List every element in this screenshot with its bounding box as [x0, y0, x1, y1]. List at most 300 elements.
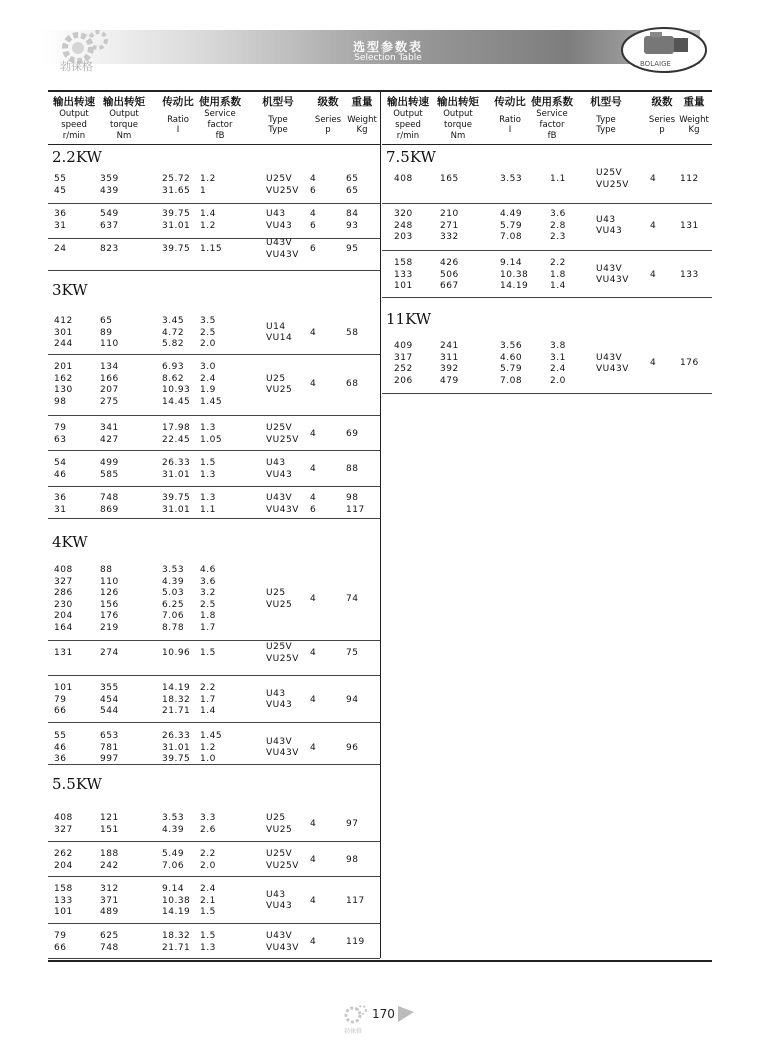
cell-value: 158 — [394, 258, 413, 268]
table-row — [48, 623, 380, 634]
cell-value: 1.9 — [200, 385, 216, 396]
cell-value: 1.4 — [200, 706, 216, 717]
table-row — [382, 232, 712, 243]
header-en: Output torque — [109, 109, 139, 130]
series-value: 4 — [650, 220, 657, 231]
type-value: VU25V — [266, 434, 299, 445]
cell-value: 341 — [100, 423, 119, 433]
group-separator — [382, 297, 712, 298]
cell-value: 79 — [54, 694, 67, 705]
cell-value: 4.49 — [500, 209, 523, 219]
cell-value: 625 — [100, 931, 119, 941]
cell-value: 748 — [100, 942, 119, 953]
type-value: VU25V — [266, 860, 299, 871]
header-cn: 输出转速 — [387, 96, 429, 108]
header-rule-left — [48, 144, 380, 145]
page-arrow-icon — [398, 1006, 414, 1022]
group-separator — [48, 640, 380, 641]
power-heading: 11KW — [386, 310, 432, 328]
cell-value: 79 — [54, 931, 67, 941]
table-row — [48, 683, 380, 694]
cell-value: 31 — [54, 220, 67, 231]
cell-value: 1.05 — [200, 434, 223, 445]
group-separator — [48, 923, 380, 924]
cell-value: 121 — [100, 813, 119, 823]
type-value: U43V — [266, 493, 293, 503]
cell-value: 162 — [54, 373, 73, 384]
header-cn: 输出转矩 — [437, 96, 479, 108]
cell-value: 165 — [440, 174, 459, 184]
cell-value: 2.5 — [200, 599, 216, 610]
table-row — [382, 258, 712, 269]
cell-value: 55 — [54, 174, 67, 184]
table-row — [48, 861, 380, 872]
cell-value: 2.5 — [200, 327, 216, 338]
header-cn: 重量 — [683, 96, 705, 108]
type-value: VU25V — [596, 179, 629, 190]
cell-value: 14.45 — [162, 396, 191, 407]
cell-value: 1.3 — [200, 423, 216, 433]
cell-value: 65 — [100, 316, 113, 326]
cell-value: 869 — [100, 504, 119, 515]
cell-value: 1.5 — [200, 648, 216, 658]
page-title: 选型参数表 — [352, 40, 423, 54]
cell-value: 4.39 — [162, 824, 185, 835]
type-value: U43 — [266, 458, 286, 468]
cell-value: 3.6 — [200, 576, 216, 587]
header-unit: Kg — [356, 125, 368, 135]
cell-value: 22.45 — [162, 434, 191, 445]
type-value: VU43V — [266, 504, 299, 515]
cell-value: 204 — [54, 611, 73, 622]
cell-value: 312 — [100, 884, 119, 894]
table-row — [48, 221, 380, 232]
cell-value: 79 — [54, 423, 67, 433]
type-value: VU25V — [266, 185, 299, 196]
group-separator — [48, 203, 380, 204]
cell-value: 18.32 — [162, 694, 191, 705]
cell-value: 2.2 — [200, 849, 216, 859]
series-value: 4 — [310, 818, 317, 829]
table-row — [48, 731, 380, 742]
cell-value: 549 — [100, 209, 119, 219]
page-subtitle: Selection Table — [354, 53, 422, 63]
table-row — [48, 813, 380, 824]
type-value: U25V — [266, 174, 293, 184]
power-heading: 2.2KW — [52, 148, 102, 166]
cell-value: 54 — [54, 458, 67, 468]
power-heading: 5.5KW — [52, 775, 102, 793]
cell-value: 7.06 — [162, 611, 185, 622]
table-row — [382, 174, 712, 185]
group-separator — [382, 203, 712, 204]
header-cn: 输出转速 — [53, 96, 95, 108]
header-rule-right — [382, 144, 712, 145]
cell-value: 2.2 — [550, 258, 566, 268]
cell-value: 7.08 — [500, 375, 523, 386]
group-separator — [48, 764, 380, 765]
cell-value: 110 — [100, 339, 119, 350]
header-en: Weight — [679, 115, 709, 125]
cell-value: 14.19 — [162, 907, 191, 918]
group-separator — [48, 238, 380, 239]
cell-value: 31.01 — [162, 469, 191, 480]
cell-value: 88 — [100, 565, 113, 575]
cell-value: 667 — [440, 281, 459, 292]
cell-value: 166 — [100, 373, 119, 384]
series-value: 4 — [310, 895, 317, 906]
cell-value: 1.1 — [200, 504, 216, 515]
cell-value: 408 — [54, 565, 73, 575]
type-value: U43 — [266, 209, 286, 219]
cell-value: 10.38 — [162, 895, 191, 906]
header-cell — [48, 95, 100, 142]
header-en: Service factor — [204, 109, 236, 130]
cell-value: 4.39 — [162, 576, 185, 587]
table-row — [48, 435, 380, 446]
brand-name-right: BOLAIGE — [640, 60, 671, 68]
series-value: 4 — [310, 428, 317, 439]
cell-value: 31.01 — [162, 742, 191, 753]
cell-value: 31.01 — [162, 504, 191, 515]
type-value: VU25 — [266, 385, 293, 396]
cell-value: 5.79 — [500, 220, 523, 231]
type-value: VU43V — [266, 249, 299, 260]
header-cn: 重量 — [351, 96, 373, 108]
table-row — [382, 353, 712, 364]
cell-value: 311 — [440, 352, 459, 363]
header-en: Series — [314, 115, 342, 125]
cell-value: 3.1 — [550, 352, 566, 363]
cell-value: 506 — [440, 269, 459, 280]
cell-value: 176 — [100, 611, 119, 622]
header-unit: Nm — [116, 131, 132, 141]
table-row — [48, 896, 380, 907]
table-row — [382, 376, 712, 387]
weight-value: 65 — [346, 174, 359, 184]
cell-value: 55 — [54, 731, 67, 741]
table-row — [48, 186, 380, 197]
cell-value: 275 — [100, 396, 119, 407]
cell-value: 426 — [440, 258, 459, 268]
type-value: U25V — [596, 168, 623, 179]
table-row — [48, 825, 380, 836]
cell-value: 427 — [100, 434, 119, 445]
cell-value: 156 — [100, 599, 119, 610]
cell-value: 66 — [54, 942, 67, 953]
cell-value: 3.45 — [162, 316, 185, 326]
cell-value: 21.71 — [162, 942, 191, 953]
cell-value: 748 — [100, 493, 119, 503]
type-value: U43V — [596, 352, 623, 363]
cell-value: 1.4 — [200, 209, 216, 219]
group-separator — [48, 354, 380, 355]
cell-value: 1.7 — [200, 694, 216, 705]
series-value: 4 — [310, 694, 317, 705]
type-value: VU43V — [596, 364, 629, 375]
table-row — [48, 931, 380, 942]
footer-gear-icon — [342, 1002, 368, 1028]
cell-value: 439 — [100, 185, 119, 196]
table-row — [382, 209, 712, 220]
cell-value: 131 — [54, 648, 73, 658]
cell-value: 408 — [54, 813, 73, 823]
header-en: Type — [596, 115, 616, 125]
table-row — [48, 174, 380, 185]
cell-value: 1.1 — [550, 174, 566, 184]
cell-value: 98 — [54, 396, 67, 407]
cell-value: 24 — [54, 244, 67, 254]
table-row — [382, 364, 712, 375]
cell-value: 36 — [54, 209, 67, 219]
header-unit: Type — [596, 125, 616, 135]
cell-value: 206 — [394, 375, 413, 386]
type-value: VU25V — [266, 653, 299, 664]
header-cn: 传动比 — [494, 96, 526, 108]
cell-value: 4.6 — [200, 565, 216, 575]
cell-value: 637 — [100, 220, 119, 231]
cell-value: 5.79 — [500, 364, 523, 375]
page-number: 170 — [372, 1007, 395, 1021]
cell-value: 997 — [100, 754, 119, 765]
cell-value: 36 — [54, 754, 67, 765]
weight-value: 112 — [680, 174, 699, 184]
header-cn: 级数 — [651, 96, 673, 108]
table-row — [48, 328, 380, 339]
cell-value: 18.32 — [162, 931, 191, 941]
weight-value: 69 — [346, 428, 359, 439]
type-value: VU14 — [266, 333, 293, 344]
table-row — [48, 907, 380, 918]
table-row — [48, 600, 380, 611]
weight-value: 68 — [346, 379, 359, 390]
type-value: U25 — [266, 588, 286, 599]
cell-value: 823 — [100, 244, 119, 254]
header-unit: I — [508, 125, 512, 135]
weight-value: 176 — [680, 358, 699, 369]
cell-value: 3.56 — [500, 341, 523, 351]
weight-value: 98 — [346, 493, 359, 503]
type-value: U25V — [266, 642, 293, 653]
weight-value: 84 — [346, 209, 359, 219]
cell-value: 21.71 — [162, 706, 191, 717]
cell-value: 151 — [100, 824, 119, 835]
type-value: U43V — [266, 931, 293, 941]
series-value: 4 — [310, 463, 317, 474]
cell-value: 248 — [394, 220, 413, 231]
table-row — [48, 849, 380, 860]
cell-value: 1.3 — [200, 493, 216, 503]
cell-value: 1.3 — [200, 942, 216, 953]
table-row — [48, 588, 380, 599]
header-cell — [382, 95, 434, 142]
cell-value: 271 — [440, 220, 459, 231]
weight-value: 131 — [680, 220, 699, 231]
type-value: U43V — [596, 263, 623, 274]
cell-value: 1.45 — [200, 731, 223, 741]
cell-value: 244 — [54, 339, 73, 350]
cell-value: 489 — [100, 907, 119, 918]
cell-value: 17.98 — [162, 423, 191, 433]
cell-value: 3.2 — [200, 588, 216, 599]
type-value: U43 — [596, 214, 616, 225]
cell-value: 89 — [100, 327, 113, 338]
cell-value: 26.33 — [162, 731, 191, 741]
cell-value: 1.15 — [200, 244, 223, 254]
cell-value: 1.7 — [200, 623, 216, 633]
cell-value: 188 — [100, 849, 119, 859]
table-row — [48, 695, 380, 706]
cell-value: 371 — [100, 895, 119, 906]
cell-value: 1.2 — [200, 742, 216, 753]
cell-value: 2.6 — [200, 824, 216, 835]
header-en: Weight — [347, 115, 377, 125]
table-row — [382, 221, 712, 232]
type-value: VU43 — [266, 469, 293, 480]
cell-value: 327 — [54, 576, 73, 587]
cell-value: 499 — [100, 458, 119, 468]
weight-value: 117 — [346, 895, 365, 906]
group-separator — [382, 250, 712, 251]
header-unit: r/min — [396, 131, 420, 141]
type-value: U43 — [266, 688, 286, 699]
cell-value: 3.53 — [162, 813, 185, 823]
weight-value: 95 — [346, 244, 359, 254]
table-row — [48, 706, 380, 717]
cell-value: 6.93 — [162, 362, 185, 372]
table-row — [48, 244, 380, 255]
table-divider — [380, 90, 381, 958]
cell-value: 203 — [394, 232, 413, 243]
series-value: 4 — [310, 936, 317, 947]
type-value: VU43V — [266, 942, 299, 953]
group-separator — [48, 722, 380, 723]
series-value: 4 — [310, 379, 317, 390]
cell-value: 10.38 — [500, 269, 529, 280]
series-value: 6 — [310, 220, 317, 231]
series-value: 4 — [310, 174, 317, 184]
header-en: Type — [268, 115, 288, 125]
cell-value: 7.08 — [500, 232, 523, 243]
series-value: 6 — [310, 504, 317, 515]
cell-value: 9.14 — [500, 258, 523, 268]
group-separator — [48, 876, 380, 877]
cell-value: 1.0 — [200, 754, 216, 765]
cell-value: 110 — [100, 576, 119, 587]
table-row — [382, 270, 712, 281]
table-row — [48, 385, 380, 396]
series-value: 4 — [310, 209, 317, 219]
cell-value: 219 — [100, 623, 119, 633]
header-cn: 传动比 — [162, 96, 194, 108]
power-heading: 3KW — [52, 281, 88, 299]
series-value: 4 — [650, 174, 657, 184]
cell-value: 39.75 — [162, 244, 191, 254]
cell-value: 46 — [54, 742, 67, 753]
header-unit: I — [176, 125, 180, 135]
cell-value: 25.72 — [162, 174, 191, 184]
cell-value: 2.0 — [200, 860, 216, 871]
cell-value: 2.4 — [550, 364, 566, 375]
group-separator — [48, 841, 380, 842]
cell-value: 101 — [394, 281, 413, 292]
cell-value: 3.0 — [200, 362, 216, 372]
series-value: 4 — [310, 493, 317, 503]
header-unit: p — [659, 125, 665, 135]
header-cell — [98, 95, 150, 142]
cell-value: 1.8 — [550, 269, 566, 280]
table-row — [48, 423, 380, 434]
cell-value: 454 — [100, 694, 119, 705]
cell-value: 242 — [100, 860, 119, 871]
type-value: U43V — [266, 238, 293, 249]
type-value: VU43V — [596, 275, 629, 286]
header-cell — [668, 95, 720, 136]
cell-value: 3.53 — [162, 565, 185, 575]
cell-value: 359 — [100, 174, 119, 184]
header-en: Output torque — [443, 109, 473, 130]
header-unit: Kg — [688, 125, 700, 135]
header-cn: 级数 — [317, 96, 339, 108]
cell-value: 26.33 — [162, 458, 191, 468]
group-separator — [48, 415, 380, 416]
type-value: U14 — [266, 321, 286, 332]
cell-value: 133 — [54, 895, 73, 906]
weight-value: 96 — [346, 742, 359, 753]
table-row — [382, 281, 712, 292]
type-value: VU43 — [266, 220, 293, 231]
header-cn: 机型号 — [590, 96, 622, 108]
cell-value: 101 — [54, 907, 73, 918]
table-row — [48, 493, 380, 504]
cell-value: 262 — [54, 849, 73, 859]
cell-value: 2.0 — [200, 339, 216, 350]
header-en: Ratio — [167, 115, 189, 125]
cell-value: 31.01 — [162, 220, 191, 231]
cell-value: 355 — [100, 683, 119, 693]
weight-value: 74 — [346, 594, 359, 604]
cell-value: 158 — [54, 884, 73, 894]
cell-value: 3.5 — [200, 316, 216, 326]
table-row — [48, 884, 380, 895]
header-cell — [432, 95, 484, 142]
table-header-left — [48, 95, 380, 140]
cell-value: 36 — [54, 493, 67, 503]
series-value: 4 — [310, 648, 317, 658]
cell-value: 5.03 — [162, 588, 185, 599]
cell-value: 2.3 — [550, 232, 566, 243]
table-row — [48, 209, 380, 220]
cell-value: 781 — [100, 742, 119, 753]
cell-value: 327 — [54, 824, 73, 835]
header-en: Service factor — [536, 109, 568, 130]
series-value: 4 — [310, 854, 317, 865]
cell-value: 14.19 — [500, 281, 529, 292]
weight-value: 58 — [346, 327, 359, 338]
cell-value: 1.3 — [200, 469, 216, 480]
cell-value: 7.06 — [162, 860, 185, 871]
cell-value: 2.0 — [550, 375, 566, 386]
cell-value: 317 — [394, 352, 413, 363]
cell-value: 201 — [54, 362, 73, 372]
table-row — [48, 743, 380, 754]
cell-value: 31 — [54, 504, 67, 515]
cell-value: 1.8 — [200, 611, 216, 622]
weight-value: 98 — [346, 854, 359, 865]
header-unit: Type — [268, 125, 288, 135]
weight-value: 75 — [346, 648, 359, 658]
series-value: 4 — [310, 742, 317, 753]
